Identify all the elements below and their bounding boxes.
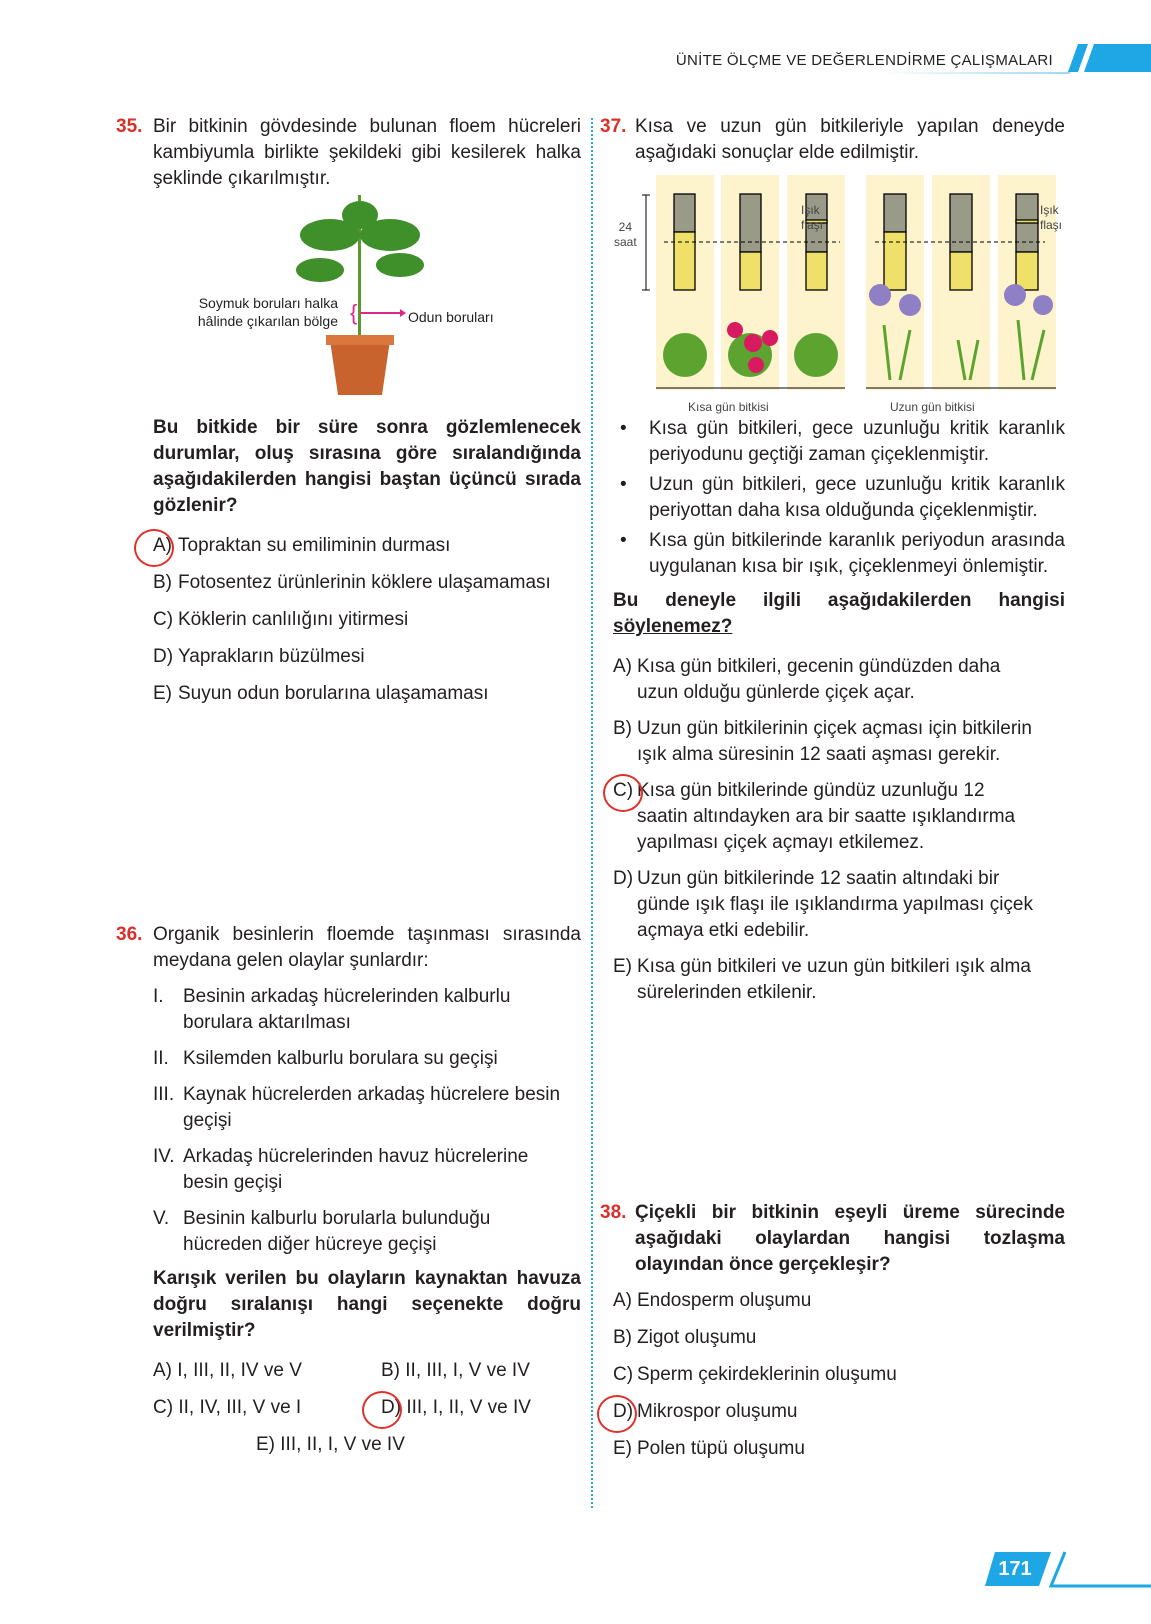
options-37 xyxy=(613,654,1033,1006)
page-number: 171 xyxy=(998,1558,1032,1580)
svg-text:{: { xyxy=(350,300,358,325)
option-b[interactable]: B) Fotosentez ürünlerinin köklere ulaşamaması xyxy=(153,572,551,593)
option-e[interactable]: E) Kısa gün bitkileri ve uzun gün bitkileri ışık alma sürelerinden etkilenir. xyxy=(613,956,1031,1003)
question-stem: Organik besinlerin floemde taşınması sırasında meydana gelen olaylar şunlardır: xyxy=(153,924,581,971)
option-c[interactable]: C) Sperm çekirdeklerinin oluşumu xyxy=(613,1364,897,1385)
question-37-prompt: Bu deneyle ilgili aşağıdakilerden hangisi söylenemez? xyxy=(613,590,1065,637)
option-d[interactable]: D) Mikrospor oluşumu xyxy=(613,1399,1065,1436)
event-list: I. Besinin arkadaş hücrelerinden kalburlu borulara aktarılması II. Ksilemden kalburlu borulara su geçişi III. Kaynak hücrelerden arkadaş hücrelere besin geçişi IV. Arkadaş hücrelerinden havuz hücrelerine besin geçişi V. Besinin kalburlu borularla bulunduğu hücreden diğer hücreye geçişi xyxy=(153,986,561,1255)
question-35-prompt: Bu bitkide bir süre sonra gözlemlenecek durumlar, oluş sırasına göre sıralandığında aşağıdakilerden hangisi baştan üçüncü sırada gözlenir? xyxy=(153,417,581,516)
question-stem: Kısa ve uzun gün bitkileriyle yapılan deneyde aşağıdaki sonuçlar elde edilmiştir. xyxy=(635,116,1065,163)
options-36 xyxy=(153,1358,581,1458)
answer-mark-circle xyxy=(603,774,643,812)
header-title: ÜNİTE ÖLÇME VE DEĞERLENDİRME ÇALIŞMALARI xyxy=(675,52,1053,69)
option-d[interactable]: D) Yaprakların büzülmesi xyxy=(153,646,365,667)
figure-label-removed-region: Soymuk boruları halka hâlinde çıkarılan bölge xyxy=(197,295,338,329)
question-37-body xyxy=(613,416,1065,1006)
question-36 xyxy=(116,922,581,1458)
question-stem: Bir bitkinin gövdesinde bulunan floem hücreleri kambiyumla birlikte şekildeki gibi kesilerek halka şeklinde çıkarılmıştır. xyxy=(153,116,581,189)
column-divider xyxy=(591,118,593,1508)
light-flash-label-2: Işık flaşı xyxy=(1040,203,1063,232)
option-a[interactable]: A) Endosperm oluşumu xyxy=(613,1290,812,1311)
option-d[interactable]: D) Uzun gün bitkilerinde 12 saatin altındaki bir günde ışık flaşı ile ışıklandırma yapılması çiçek açmaya etki edebilir. xyxy=(613,868,1033,941)
question-38 xyxy=(600,1200,1065,1473)
option-b[interactable]: B) II, III, I, V ve IV xyxy=(381,1360,530,1381)
results-list: • Kısa gün bitkileri, gece uzunluğu kritik karanlık periyodunu geçtiği zaman çiçeklenmiştir. • Uzun gün bitkileri, gece uzunluğu kritik karanlık periyottan daha kısa olduğunda çiçeklenmiştir. • Kısa gün bitkilerinde karanlık periyodun arasında uygulanan kısa bir ışık, çiçeklenmeyi önlemiştir. xyxy=(620,418,1065,577)
option-a[interactable]: A) Topraktan su emiliminin durması xyxy=(153,533,581,570)
option-c[interactable]: C) Kısa gün bitkilerinde gündüz uzunluğu 12 saatin altındayken ara bir saatte ışıklandırma yapılması çiçek açmayı etkilemez. xyxy=(613,778,1033,856)
option-c[interactable]: C) II, IV, III, V ve I xyxy=(153,1397,302,1418)
figure-label-xylem: Odun boruları xyxy=(408,309,494,325)
option-e[interactable]: E) Polen tüpü oluşumu xyxy=(613,1438,805,1459)
option-c[interactable]: C) Köklerin canlılığını yitirmesi xyxy=(153,609,409,630)
question-number: 37. xyxy=(600,116,627,137)
option-a[interactable]: A) I, III, II, IV ve V xyxy=(153,1360,302,1381)
question-35-body xyxy=(153,415,581,718)
header-underline xyxy=(880,72,1070,74)
question-35 xyxy=(116,114,581,192)
question-number: 35. xyxy=(116,116,143,137)
option-d[interactable]: D) III, I, II, V ve IV xyxy=(381,1395,581,1421)
answer-mark-circle xyxy=(362,1391,402,1429)
question-37-prompt-emphasis: söylenemez? xyxy=(613,616,733,637)
option-b[interactable]: B) Uzun gün bitkilerinin çiçek açması için bitkilerin ışık alma süresinin 12 saati aşması gerekir. xyxy=(613,718,1032,765)
option-b[interactable]: B) Zigot oluşumu xyxy=(613,1327,757,1348)
option-e[interactable]: E) Suyun odun borularına ulaşamaması xyxy=(153,683,489,704)
question-stem: Çiçekli bir bitkinin eşeyli üreme sürecinde aşağıdaki olaylardan hangisi tozlaşma olayından önce gerçekleşir? xyxy=(635,1202,1065,1275)
short-day-group-label: Kısa gün bitkisi xyxy=(688,400,769,414)
options-38 xyxy=(613,1288,1065,1473)
question-36-prompt: Karışık verilen bu olayların kaynaktan havuza doğru sıralanışı hangi seçenekte doğru verilmiştir? xyxy=(153,1268,581,1341)
question-37 xyxy=(600,114,1065,166)
question-number: 38. xyxy=(600,1202,627,1223)
options-35 xyxy=(153,533,581,718)
answer-mark-circle xyxy=(134,529,174,567)
axis-label-24-hours: 24 saat xyxy=(614,220,637,249)
option-a[interactable]: A) Kısa gün bitkileri, gecenin gündüzden daha uzun olduğu günlerde çiçek açar. xyxy=(613,656,1001,703)
question-number: 36. xyxy=(116,924,143,945)
option-e[interactable]: E) III, II, I, V ve IV xyxy=(256,1434,405,1455)
answer-mark-circle xyxy=(597,1395,637,1433)
light-flash-label-1: Işık flaşı xyxy=(801,203,824,232)
header-stripe-icon xyxy=(1060,40,1151,76)
photoperiod-figure xyxy=(600,170,1063,400)
long-day-group-label: Uzun gün bitkisi xyxy=(890,400,975,414)
